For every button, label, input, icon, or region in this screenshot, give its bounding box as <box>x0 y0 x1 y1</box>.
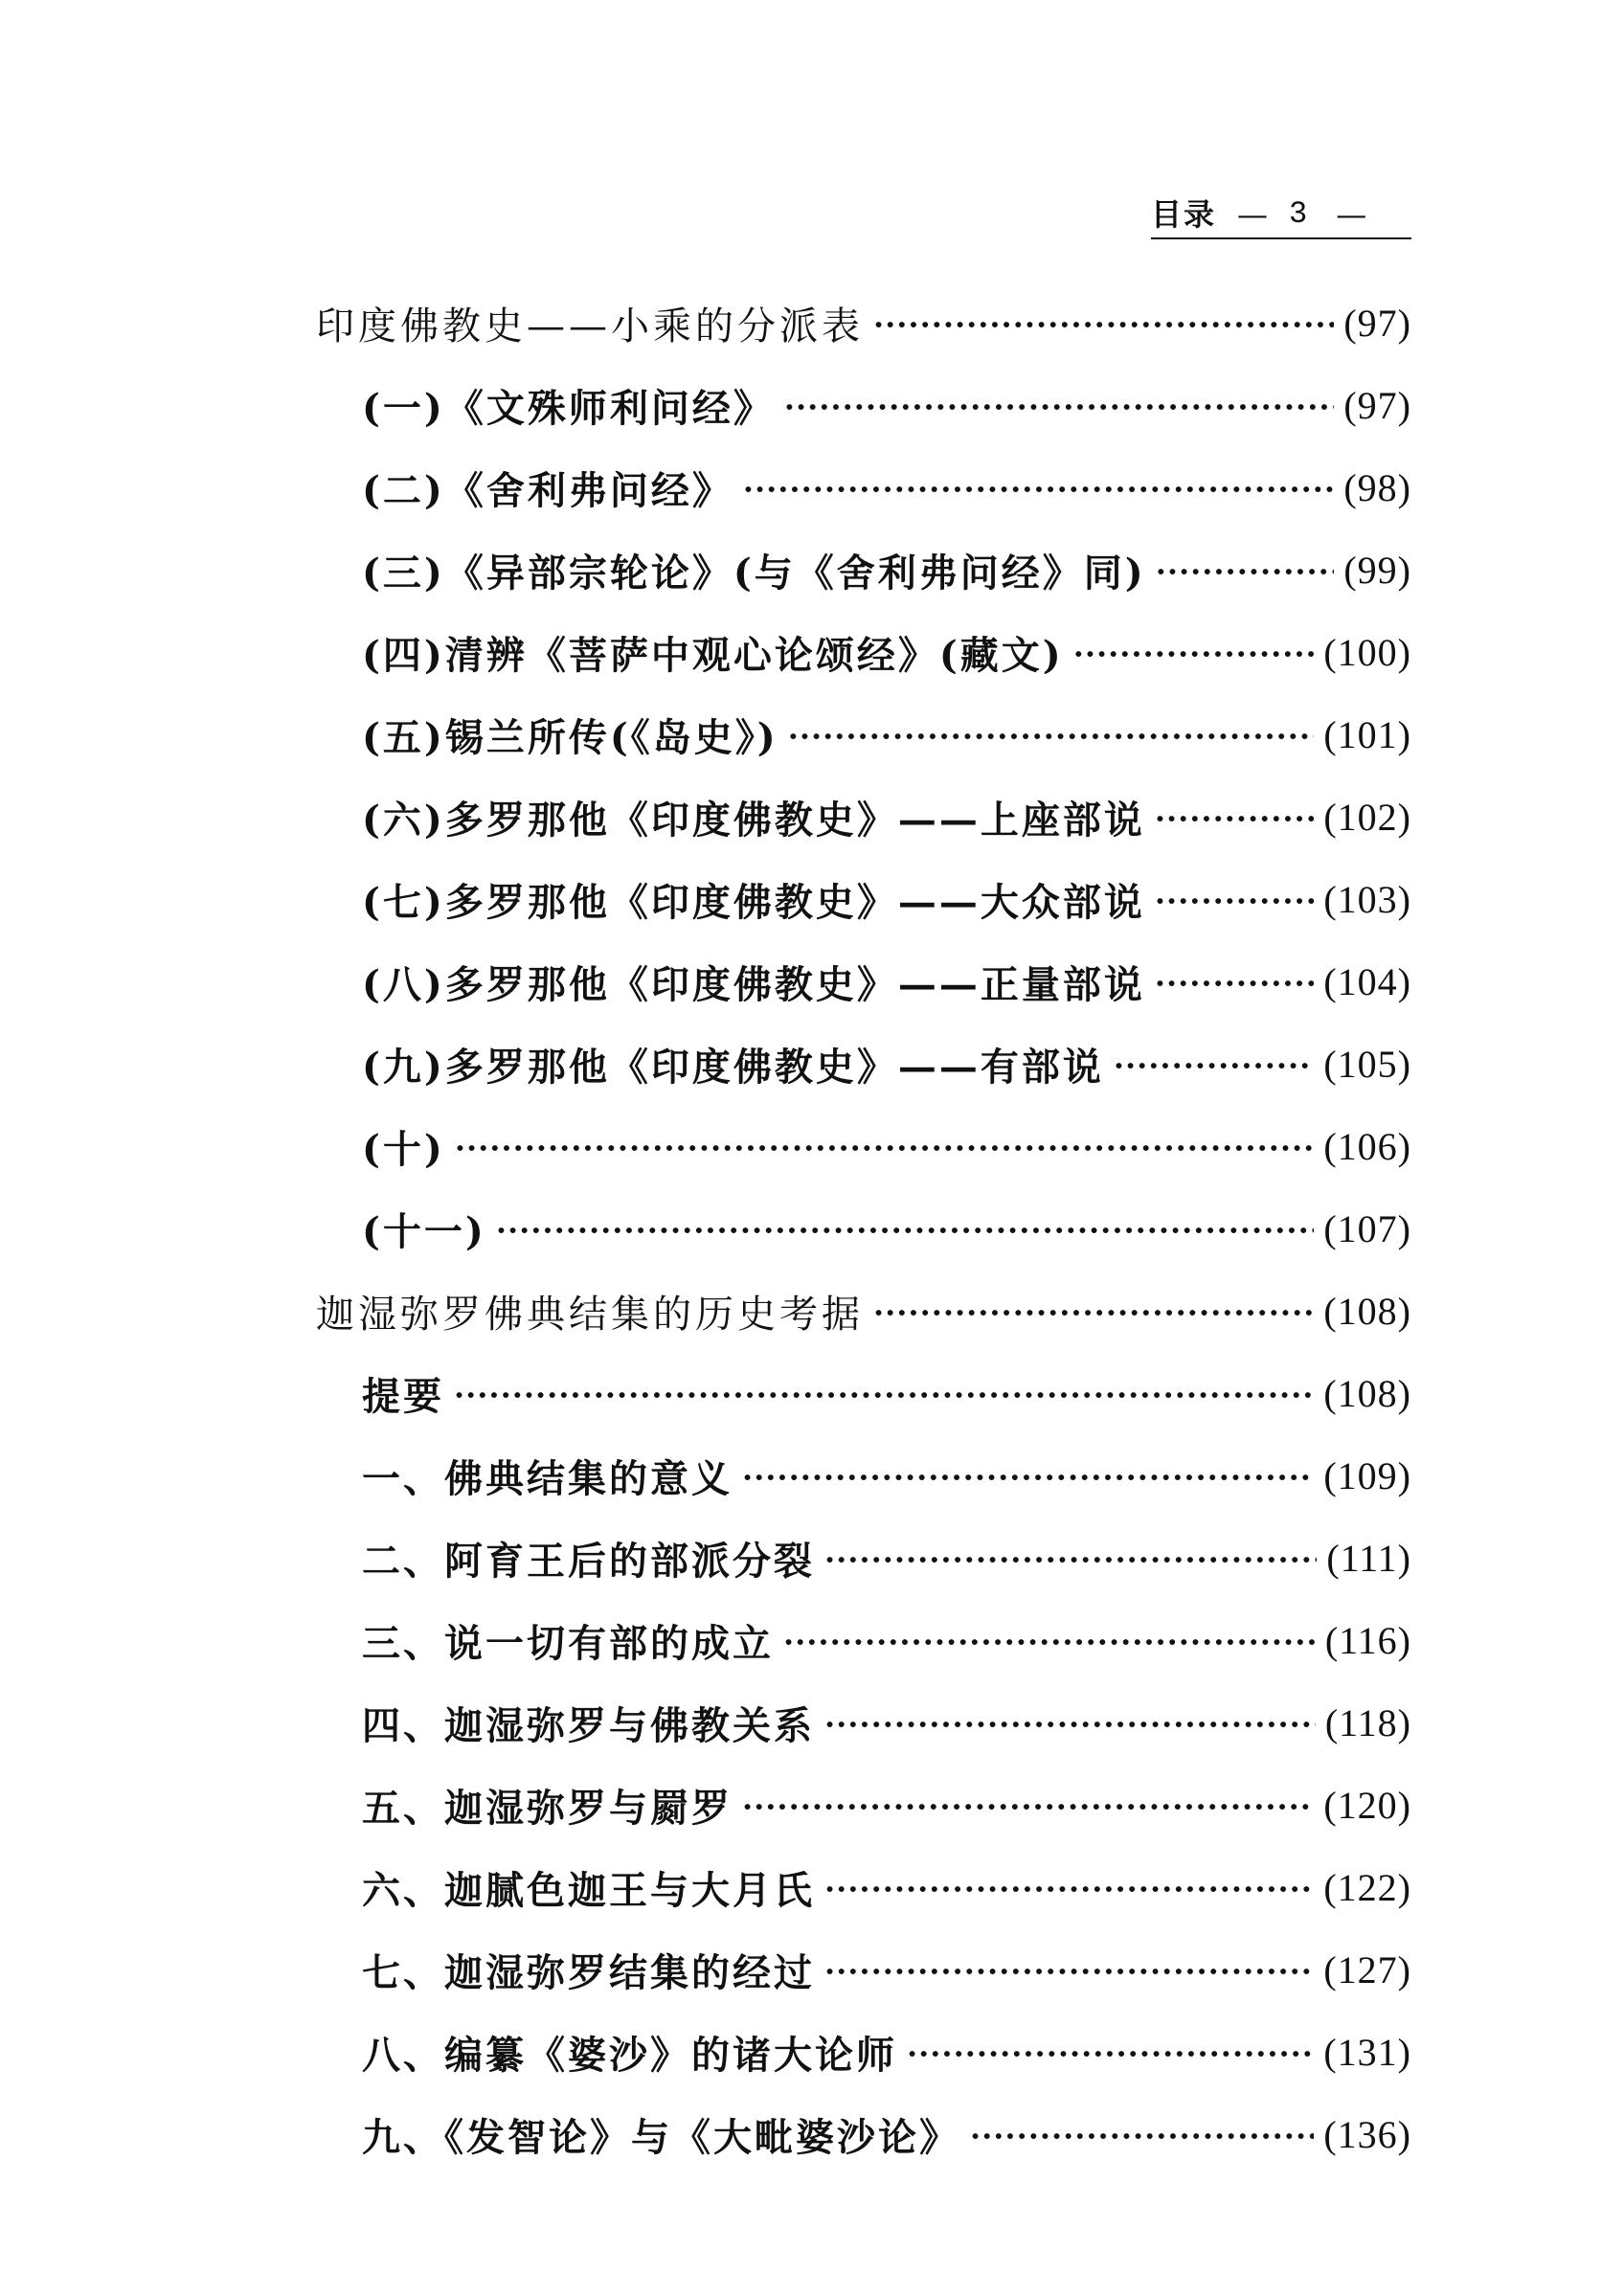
toc-entry-label: (三)《异部宗轮论》(与《舍利弗问经》同) <box>362 550 1146 596</box>
header-page-number: 3 <box>1289 196 1308 232</box>
toc-entry-label: 二、阿育王后的部派分裂 <box>362 1538 815 1584</box>
toc-entry <box>362 1447 1411 1504</box>
dot-leader <box>824 1703 1316 1742</box>
toc-entry-page: (127) <box>1323 1947 1411 1991</box>
toc-entry-label: (十) <box>362 1126 445 1172</box>
toc-entry <box>362 1035 1411 1092</box>
toc-entry-label: (八)多罗那他《印度佛教史》——正量部说 <box>362 961 1145 1007</box>
dot-leader <box>1155 880 1315 918</box>
toc-entry <box>362 1776 1411 1834</box>
dot-leader <box>824 1950 1314 1989</box>
running-header <box>1151 191 1411 239</box>
toc-entry <box>362 1941 1411 1998</box>
dot-leader <box>970 2115 1314 2153</box>
toc-entry-page: (106) <box>1323 1124 1411 1168</box>
toc-entry-label: 三、说一切有部的成立 <box>362 1620 774 1666</box>
toc-entry <box>362 870 1411 928</box>
dot-leader <box>873 304 1334 342</box>
toc-entry-page: (116) <box>1324 1618 1411 1662</box>
toc-entry <box>362 1200 1411 1257</box>
dot-leader <box>783 1621 1316 1659</box>
toc-entry-label: (二)《舍利弗问经》 <box>362 467 733 513</box>
toc-entry-page: (101) <box>1323 712 1411 756</box>
dot-leader <box>455 1127 1315 1165</box>
toc-entry <box>362 953 1411 1010</box>
dot-leader <box>496 1209 1315 1248</box>
toc-entry-page: (100) <box>1323 630 1411 674</box>
toc-entry-label: (九)多罗那他《印度佛教史》——有部说 <box>362 1044 1104 1090</box>
toc-entry-page: (120) <box>1323 1783 1411 1827</box>
dot-leader <box>1156 551 1335 589</box>
toc-entry-label: 七、迦湿弥罗结集的经过 <box>362 1949 815 1995</box>
toc-entry-label: (四)清辨《菩萨中观心论颂经》(藏文) <box>362 632 1064 678</box>
toc-entry-page: (99) <box>1343 548 1411 592</box>
toc-entry <box>316 1282 1411 1339</box>
toc-entry <box>362 459 1411 516</box>
toc-entry-label: 印度佛教史——小乘的分派表 <box>316 304 864 349</box>
toc-entry-page: (136) <box>1323 2112 1411 2156</box>
toc-entry-page: (107) <box>1323 1206 1411 1250</box>
toc-entry-page: (111) <box>1326 1536 1411 1580</box>
dot-leader <box>1155 962 1315 1001</box>
toc-entry-page: (109) <box>1323 1453 1411 1497</box>
toc-entry-page: (97) <box>1343 383 1411 427</box>
toc-entry-label: (五)锡兰所传(《岛史》) <box>362 714 778 760</box>
toc-entry-page: (108) <box>1323 1289 1411 1333</box>
toc-entry-page: (118) <box>1324 1700 1411 1744</box>
dot-leader <box>454 1374 1314 1412</box>
dot-leader <box>824 1868 1314 1906</box>
dot-leader <box>824 1539 1317 1577</box>
toc-entry-page: (104) <box>1323 959 1411 1003</box>
toc-entry <box>362 1529 1411 1586</box>
toc-entry <box>362 1858 1411 1916</box>
dot-leader <box>1114 1045 1315 1083</box>
toc-entry-page: (103) <box>1323 877 1411 921</box>
toc-entry <box>362 1364 1411 1422</box>
toc-entry <box>362 2105 1411 2163</box>
toc-entry-label: 提要 <box>362 1373 444 1419</box>
toc-entry-page: (131) <box>1323 2030 1411 2074</box>
toc-entry <box>316 294 1411 351</box>
toc-entry-label: (六)多罗那他《印度佛教史》——上座部说 <box>362 797 1145 843</box>
toc-entry-page: (102) <box>1323 795 1411 839</box>
dot-leader <box>742 1456 1314 1495</box>
toc-entry <box>362 1611 1411 1669</box>
dot-leader <box>873 1292 1314 1330</box>
toc-entry <box>362 623 1411 681</box>
toc-entry-label: 八、编纂《婆沙》的诸大论师 <box>362 2032 897 2078</box>
dot-leader <box>788 715 1315 754</box>
dot-leader <box>907 2033 1314 2071</box>
header-title: 目录 <box>1151 196 1217 233</box>
toc-entry-label: 九、《发智论》与《大毗婆沙论》 <box>362 2114 960 2160</box>
toc-entry-label: (十一) <box>362 1208 486 1254</box>
dot-leader <box>1155 798 1315 836</box>
toc-entry <box>362 706 1411 763</box>
toc-entry-label: 一、佛典结集的意义 <box>362 1455 733 1501</box>
toc-entry-label: 四、迦湿弥罗与佛教关系 <box>362 1702 815 1748</box>
toc-entry <box>362 541 1411 598</box>
toc-entry-label: (七)多罗那他《印度佛教史》——大众部说 <box>362 879 1145 925</box>
toc-entry <box>362 376 1411 434</box>
dot-leader <box>1073 633 1315 671</box>
toc-entry-page: (122) <box>1323 1865 1411 1909</box>
toc-entry <box>362 788 1411 845</box>
toc-entry-label: 六、迦腻色迦王与大月氏 <box>362 1867 815 1913</box>
dot-leader <box>784 386 1335 424</box>
toc-entry <box>362 1117 1411 1175</box>
toc-entry <box>362 1694 1411 1751</box>
toc-entry-label: 五、迦湿弥罗与罽罗 <box>362 1785 733 1831</box>
toc-entry <box>362 2023 1411 2081</box>
dot-leader <box>742 1786 1314 1824</box>
toc-entry-page: (105) <box>1323 1042 1411 1086</box>
toc-entry-page: (108) <box>1323 1371 1411 1415</box>
toc-entry-label: (一)《文殊师利问经》 <box>362 385 775 431</box>
header-dash-left: — <box>1237 196 1269 233</box>
header-dash-right: — <box>1336 196 1367 233</box>
toc-entry-page: (97) <box>1343 301 1411 345</box>
toc-entry-page: (98) <box>1343 465 1411 509</box>
toc-entry-label: 迦湿弥罗佛典结集的历史考据 <box>316 1292 864 1337</box>
dot-leader <box>743 468 1335 506</box>
